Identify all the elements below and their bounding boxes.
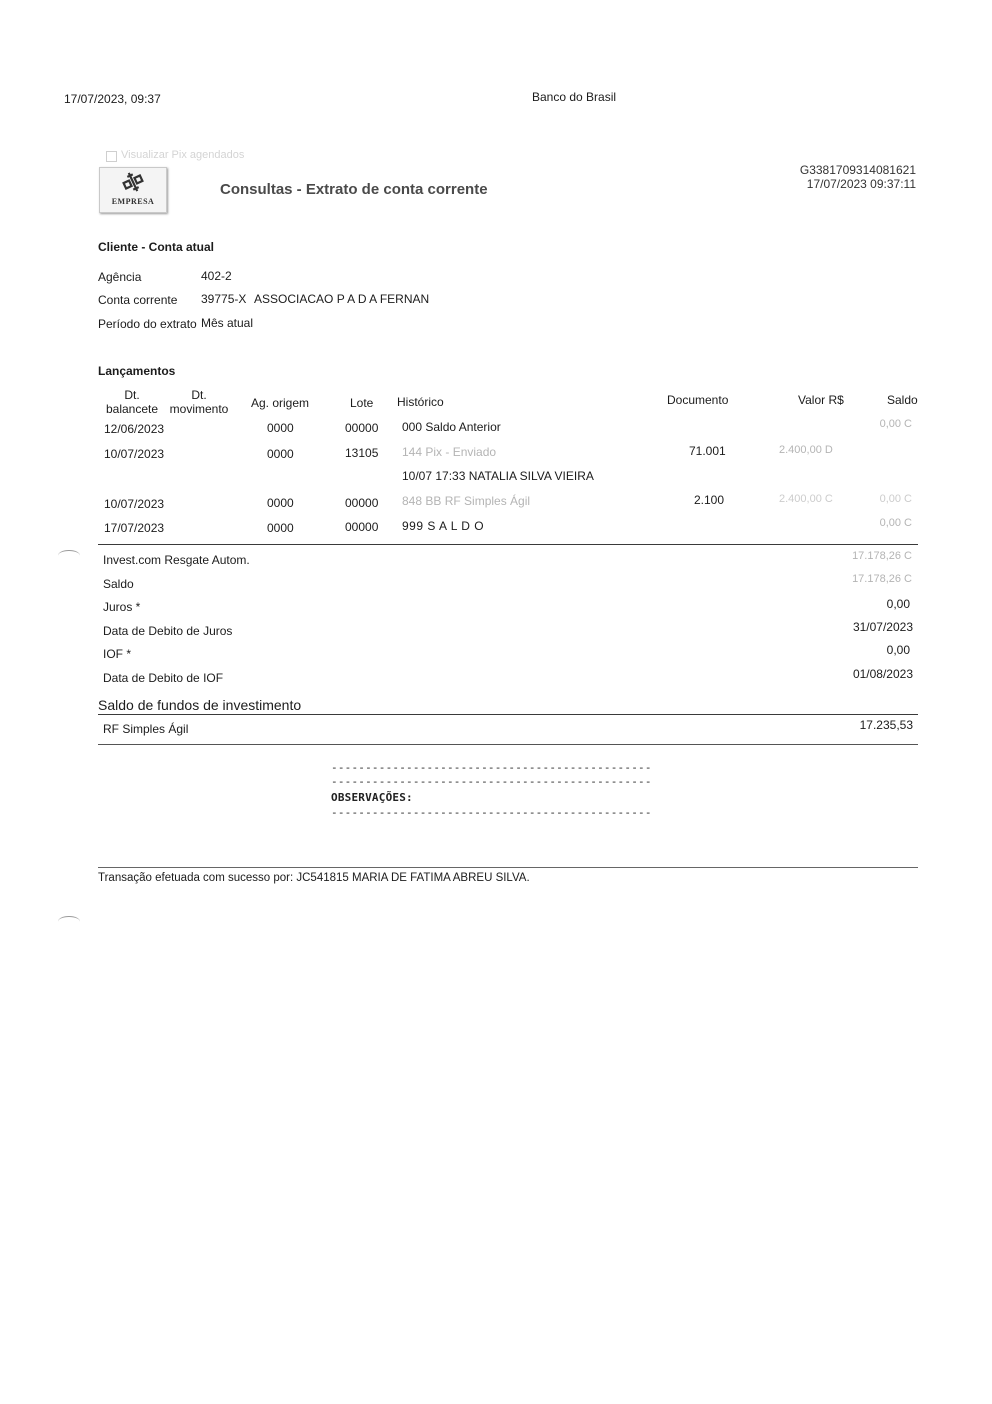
row1-dt-balancete: 12/06/2023 — [104, 422, 165, 436]
summary-label-resgate: Invest.com Resgate Autom. — [103, 553, 250, 567]
lancamentos-heading: Lançamentos — [98, 364, 176, 378]
summary-value-data-juros: 31/07/2023 — [852, 620, 913, 634]
row4-dt-balancete: 17/07/2023 — [104, 521, 165, 535]
col-documento: Documento — [667, 393, 729, 407]
summary-value-juros: 0,00 — [886, 597, 910, 611]
col-historico: Histórico — [397, 395, 444, 409]
agencia-value: 402-2 — [201, 269, 232, 283]
row3-documento: 2.100 — [694, 493, 725, 507]
col-lote: Lote — [350, 396, 374, 410]
funds-name: RF Simples Ágil — [103, 722, 189, 736]
col-ag-origem: Ag. origem — [251, 396, 310, 410]
row1-ag-origem: 0000 — [267, 421, 294, 435]
conta-label: Conta corrente — [98, 293, 178, 307]
periodo-label: Período do extrato — [98, 317, 197, 331]
summary-label-iof: IOF * — [103, 647, 132, 661]
row1-saldo: 0,00 C — [879, 418, 912, 430]
row2-lote: 13105 — [345, 446, 379, 460]
conta-holder: ASSOCIACAO P A D A FERNAN — [254, 292, 430, 306]
logo-label: EMPRESA — [111, 197, 155, 206]
summary-label-data-juros: Data de Debito de Juros — [103, 624, 233, 638]
row4-lote: 00000 — [345, 520, 379, 534]
summary-value-resgate: 17.178,26 C — [852, 550, 912, 562]
summary-value-saldo: 17.178,26 C — [852, 573, 912, 585]
row3-historico: 848 BB RF Simples Ágil — [402, 494, 531, 508]
row3-dt-balancete: 10/07/2023 — [104, 497, 165, 511]
observacoes-label: OBSERVAÇÕES: — [331, 791, 413, 804]
scan-mark-arc — [58, 916, 80, 927]
row2-documento: 71.001 — [689, 444, 726, 458]
funds-value: 17.235,53 — [859, 718, 913, 732]
page-title: Consultas - Extrato de conta corrente — [220, 181, 488, 198]
summary-value-iof: 0,00 — [886, 643, 910, 657]
pix-agendados-label: Visualizar Pix agendados — [121, 149, 245, 161]
row4-ag-origem: 0000 — [267, 521, 294, 535]
transaction-datetime: 17/07/2023 09:37:11 — [806, 177, 916, 191]
pix-agendados-checkbox[interactable] — [106, 151, 117, 162]
agencia-label: Agência — [98, 270, 142, 284]
summary-label-juros: Juros * — [103, 600, 141, 614]
row3-lote: 00000 — [345, 496, 379, 510]
row3-valor: 2.400,00 C — [779, 493, 833, 505]
row2-detail: 10/07 17:33 NATALIA SILVA VIEIRA — [402, 469, 594, 483]
print-datetime: 17/07/2023, 09:37 — [64, 92, 161, 106]
row1-lote: 00000 — [345, 421, 379, 435]
col-dt-movimento-line2: movimento — [169, 402, 229, 416]
funds-divider-bottom — [98, 744, 918, 745]
row4-saldo: 0,00 C — [879, 517, 912, 529]
col-dt-balancete — [104, 388, 160, 416]
col-dt-movimento-line1: Dt. — [191, 388, 207, 402]
summary-value-data-iof: 01/08/2023 — [852, 667, 913, 681]
observacoes-dashes-2: ----------------------------------------------- — [331, 775, 652, 788]
footer-divider — [98, 867, 918, 868]
row1-historico: 000 Saldo Anterior — [402, 420, 501, 434]
row3-saldo: 0,00 C — [879, 493, 912, 505]
row2-valor: 2.400,00 D — [779, 444, 833, 456]
periodo-value: Mês atual — [201, 316, 254, 330]
funds-heading: Saldo de fundos de investimento — [98, 697, 302, 713]
observacoes-dashes-3: ----------------------------------------------- — [331, 806, 652, 819]
table-divider — [98, 544, 918, 545]
col-valor: Valor R$ — [798, 393, 844, 407]
row4-historico: 999 S A L D O — [402, 519, 485, 533]
col-saldo: Saldo — [887, 393, 918, 407]
scan-mark-arc — [58, 550, 80, 561]
col-dt-balancete-line2: balancete — [105, 402, 159, 416]
summary-label-data-iof: Data de Debito de IOF — [103, 671, 224, 685]
row2-historico: 144 Pix - Enviado — [402, 445, 497, 459]
summary-label-saldo: Saldo — [103, 577, 134, 591]
row2-ag-origem: 0000 — [267, 447, 294, 461]
client-heading: Cliente - Conta atual — [98, 240, 215, 254]
bb-logo-icon — [100, 168, 166, 198]
transaction-code: G3381709314081621 — [799, 163, 916, 177]
funds-divider-top — [98, 714, 918, 715]
footer-text: Transação efetuada com sucesso por: JC541815 MARIA DE FATIMA ABREU SILVA. — [98, 872, 530, 884]
col-dt-balancete-line1: Dt. — [124, 388, 140, 402]
print-bank-name: Banco do Brasil — [532, 90, 617, 104]
conta-value: 39775-X — [201, 292, 247, 306]
observacoes-dashes-1: ----------------------------------------------- — [331, 761, 652, 774]
bb-empresa-logo — [99, 167, 167, 213]
row3-ag-origem: 0000 — [267, 496, 294, 510]
row2-dt-balancete: 10/07/2023 — [104, 447, 165, 461]
col-dt-movimento — [168, 388, 230, 416]
